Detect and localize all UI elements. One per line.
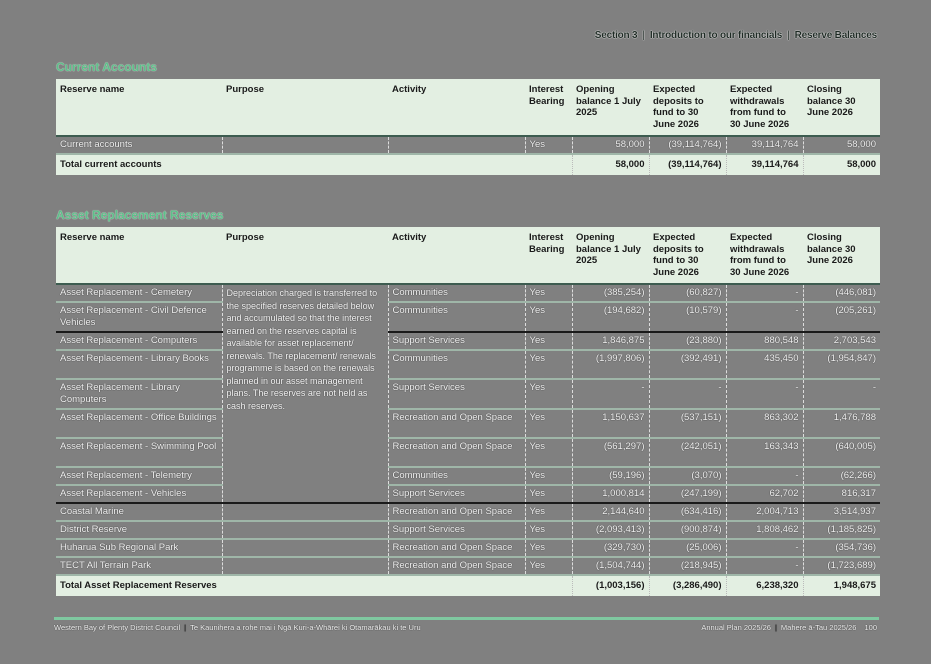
table-row [56,136,880,154]
expected-withdrawals: 2,004,713 [726,503,803,521]
expected-deposits: (900,874) [649,521,726,539]
purpose [222,521,388,539]
footer-separator: | [184,623,187,632]
table-row [56,332,880,350]
opening-balance: - [572,379,649,409]
total-closing: 1,948,675 [803,575,880,596]
purpose [222,136,388,154]
closing-balance: 2,703,543 [803,332,880,350]
expected-deposits: (39,114,764) [649,136,726,154]
expected-withdrawals: 39,114,764 [726,136,803,154]
interest-bearing: Yes [525,467,572,485]
reserve-name: Coastal Marine [60,506,124,517]
opening-balance: (194,682) [572,302,649,332]
table-row [56,467,880,485]
purpose [222,557,388,575]
col-expected-withdrawals: Expected withdrawals from fund to 30 June 2026 [726,79,803,136]
closing-balance: (1,723,689) [803,557,880,575]
activity [388,136,525,154]
activity: Communities [388,350,525,379]
closing-balance: 58,000 [803,136,880,154]
expected-deposits: - [649,379,726,409]
col-activity: Activity [388,227,525,284]
expected-deposits: (392,491) [649,350,726,379]
activity: Communities [388,467,525,485]
expected-deposits: (537,151) [649,409,726,438]
interest-bearing: Yes [525,503,572,521]
reserve-name: Asset Replacement - Civil Defence Vehicles [60,305,207,328]
activity: Support Services [388,485,525,503]
reserve-name: District Reserve [60,524,128,535]
total-deposits: (3,286,490) [649,575,726,596]
expected-withdrawals: 863,302 [726,409,803,438]
closing-balance: (1,954,847) [803,350,880,379]
footer-organisation [54,623,421,632]
opening-balance: 1,150,637 [572,409,649,438]
expected-deposits: (10,579) [649,302,726,332]
page-number: 100 [864,623,877,632]
col-interest-bearing: Interest Bearing [525,79,572,136]
col-purpose: Purpose [222,79,388,136]
footer-separator: | [774,623,777,632]
col-interest-bearing: Interest Bearing [525,227,572,284]
table-row [56,539,880,557]
opening-balance: (1,504,744) [572,557,649,575]
expected-deposits: (25,006) [649,539,726,557]
table-row [56,379,880,409]
col-opening-balance: Opening balance 1 July 2025 [572,79,649,136]
col-expected-deposits: Expected deposits to fund to 30 June 2026 [649,227,726,284]
current-accounts-table [56,79,880,175]
expected-withdrawals: - [726,467,803,485]
closing-balance: 3,514,937 [803,503,880,521]
reserve-name: Asset Replacement - Office Buildings [60,412,217,423]
opening-balance: (561,297) [572,438,649,467]
table-row [56,485,880,503]
reserve-name: Asset Replacement - Library Computers [60,382,180,405]
breadcrumb [595,30,877,41]
table-row [56,350,880,379]
col-closing-balance: Closing balance 30 June 2026 [803,227,880,284]
interest-bearing: Yes [525,409,572,438]
closing-balance: 816,317 [803,485,880,503]
asset-replacement-title: Asset Replacement Reserves [56,208,224,222]
footer-plan-name: Annual Plan 2025/26 [701,623,771,632]
table-row [56,503,880,521]
table-row [56,557,880,575]
footer-council-name: Western Bay of Plenty District Council [54,623,181,632]
table-header [56,227,880,284]
total-withdrawals: 39,114,764 [726,154,803,175]
col-expected-withdrawals: Expected withdrawals from fund to 30 June 2026 [726,227,803,284]
opening-balance: (329,730) [572,539,649,557]
total-row [56,154,880,175]
expected-deposits: (247,199) [649,485,726,503]
expected-deposits: (634,416) [649,503,726,521]
opening-balance: (59,196) [572,467,649,485]
reserve-name: Current accounts [60,139,133,150]
reserve-name: Asset Replacement - Cemetery [60,287,192,298]
closing-balance: - [803,379,880,409]
expected-withdrawals: 880,548 [726,332,803,350]
col-expected-deposits: Expected deposits to fund to 30 June 2026 [649,79,726,136]
footer-divider [454,617,879,620]
expected-withdrawals: - [726,557,803,575]
expected-withdrawals: 435,450 [726,350,803,379]
interest-bearing: Yes [525,438,572,467]
interest-bearing: Yes [525,379,572,409]
total-opening: (1,003,156) [572,575,649,596]
footer-document [701,623,877,632]
interest-bearing: Yes [525,521,572,539]
reserve-name: Asset Replacement - Vehicles [60,488,187,499]
closing-balance: (205,261) [803,302,880,332]
breadcrumb-chapter: Introduction to our financials [649,30,783,41]
interest-bearing: Yes [525,302,572,332]
total-closing: 58,000 [803,154,880,175]
activity: Recreation and Open Space [388,503,525,521]
activity: Communities [388,302,525,332]
closing-balance: (640,005) [803,438,880,467]
table-row [56,302,880,332]
activity: Recreation and Open Space [388,438,525,467]
opening-balance: (385,254) [572,284,649,302]
total-label: Total current accounts [56,154,572,175]
interest-bearing: Yes [525,485,572,503]
interest-bearing: Yes [525,332,572,350]
interest-bearing: Yes [525,350,572,379]
closing-balance: (1,185,825) [803,521,880,539]
expected-deposits: (23,880) [649,332,726,350]
opening-balance: 2,144,640 [572,503,649,521]
activity: Recreation and Open Space [388,409,525,438]
footer-divider [54,617,454,620]
breadcrumb-separator: | [642,30,645,41]
reserve-name: Asset Replacement - Computers [60,335,198,346]
total-deposits: (39,114,764) [649,154,726,175]
footer-plan-name-maori: Mahere ā-Tau 2025/26 [780,623,857,632]
current-accounts-title: Current Accounts [56,60,157,74]
expected-withdrawals: 1,808,462 [726,521,803,539]
opening-balance: (1,997,806) [572,350,649,379]
expected-withdrawals: - [726,379,803,409]
breadcrumb-topic: Reserve Balances [794,30,877,41]
col-reserve-name: Reserve name [56,227,222,284]
expected-deposits: (60,827) [649,284,726,302]
total-opening: 58,000 [572,154,649,175]
expected-deposits: (3,070) [649,467,726,485]
activity: Recreation and Open Space [388,539,525,557]
expected-withdrawals: 62,702 [726,485,803,503]
reserve-name: Asset Replacement - Telemetry [60,470,192,481]
opening-balance: 1,000,814 [572,485,649,503]
interest-bearing: Yes [525,539,572,557]
reserve-name: Asset Replacement - Library Books [60,353,209,364]
closing-balance: (62,266) [803,467,880,485]
col-reserve-name: Reserve name [56,79,222,136]
reserve-name: TECT All Terrain Park [60,560,151,571]
footer-council-name-maori: Te Kaunihera a rohe mai i Ngā Kuri-a-Whārei ki Otamarākau ki te Uru [190,623,421,632]
opening-balance: (2,093,413) [572,521,649,539]
reserve-name: Asset Replacement - Swimming Pool [60,441,217,452]
expected-withdrawals: - [726,302,803,332]
col-opening-balance: Opening balance 1 July 2025 [572,227,649,284]
breadcrumb-separator: | [787,30,790,41]
col-purpose: Purpose [222,227,388,284]
total-row [56,575,880,596]
expected-withdrawals: 163,343 [726,438,803,467]
purpose: Depreciation charged is transferred to the specified reserves detailed below and accumulated so that the interest earned on the reserves capital is available for asset replacement/ renewals. The replacement/ renewals programme is based on the renewals planned in our asset management plans. The reserves are not held as cash reserves. [222,284,388,503]
col-activity: Activity [388,79,525,136]
table-row [56,284,880,302]
activity: Communities [388,284,525,302]
closing-balance: (354,736) [803,539,880,557]
activity: Support Services [388,332,525,350]
reserve-name: Huharua Sub Regional Park [60,542,179,553]
interest-bearing: Yes [525,557,572,575]
activity: Support Services [388,521,525,539]
table-header [56,79,880,136]
breadcrumb-section: Section 3 [594,30,638,41]
purpose [222,539,388,557]
expected-deposits: (242,051) [649,438,726,467]
purpose [222,503,388,521]
expected-withdrawals: - [726,539,803,557]
opening-balance: 1,846,875 [572,332,649,350]
closing-balance: 1,476,788 [803,409,880,438]
activity: Recreation and Open Space [388,557,525,575]
table-row [56,409,880,438]
asset-replacement-table [56,227,880,596]
closing-balance: (446,081) [803,284,880,302]
activity: Support Services [388,379,525,409]
expected-deposits: (218,945) [649,557,726,575]
table-row [56,438,880,467]
interest-bearing: Yes [525,136,572,154]
expected-withdrawals: - [726,284,803,302]
col-closing-balance: Closing balance 30 June 2026 [803,79,880,136]
total-label: Total Asset Replacement Reserves [56,575,572,596]
interest-bearing: Yes [525,284,572,302]
opening-balance: 58,000 [572,136,649,154]
table-row [56,521,880,539]
total-withdrawals: 6,238,320 [726,575,803,596]
